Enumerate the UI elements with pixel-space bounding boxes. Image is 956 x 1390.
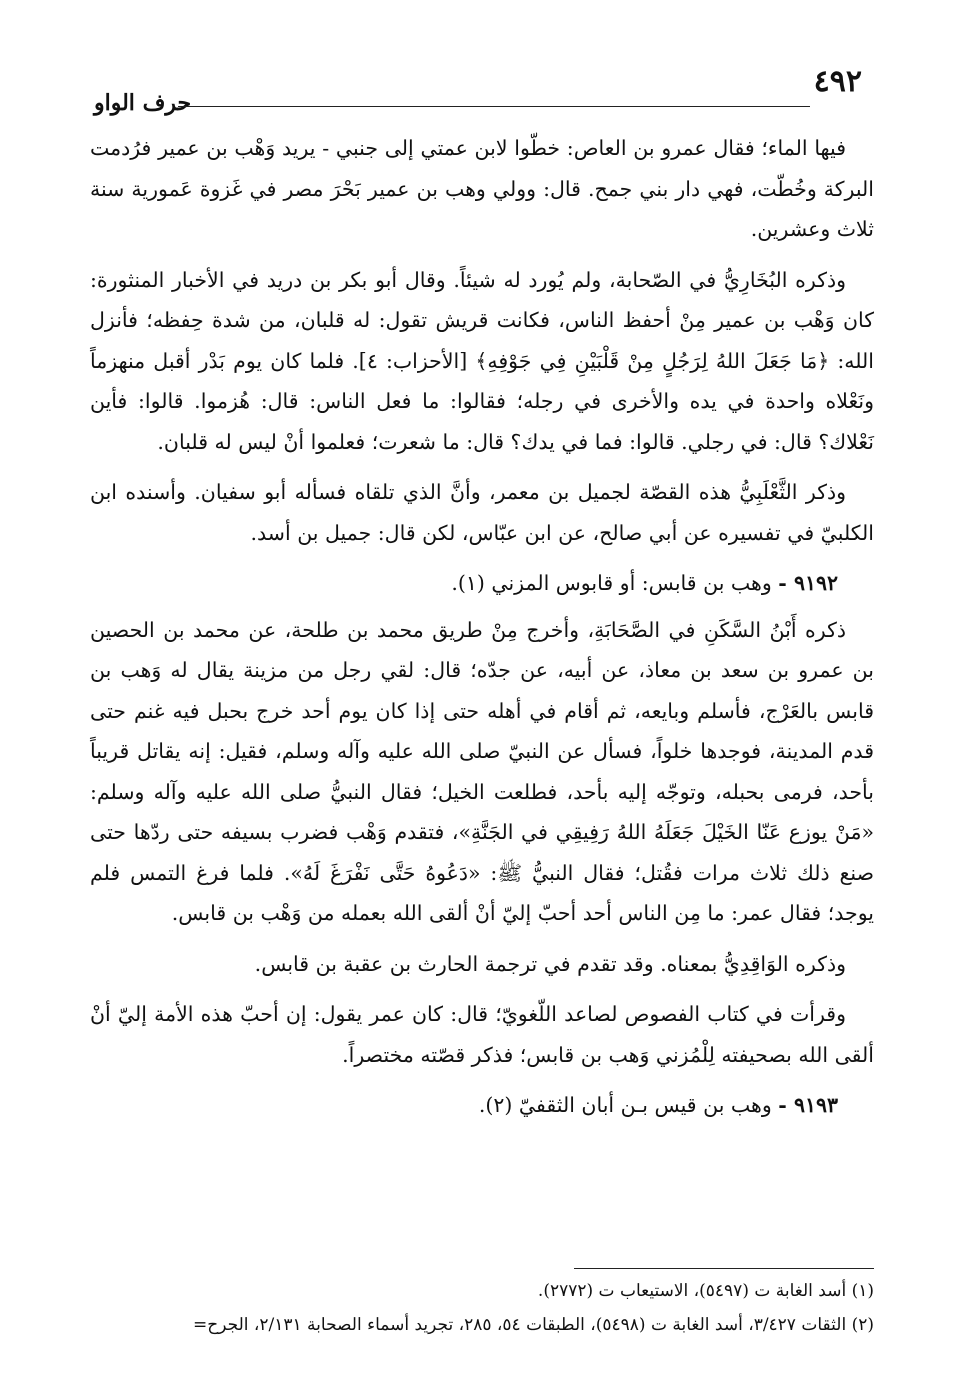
page-number: ٤٩٢ <box>813 64 862 99</box>
paragraph: وذكر الثَّعْلَبِيُّ هذه القصّة لجميل بن معمر، وأنَّ الذي تلقاه فسأله أبو سفيان. وأسنده ابن الكلبيّ في تفسيره عن أبي صالح، عن ابن عبّاس، لكن قال: جميل بن أسد. <box>90 480 874 545</box>
paragraph: وذكره الوَاقِدِيُّ بمعناه. وقد تقدم في ترجمة الحارث بن عقبة بن قابس. <box>254 951 846 976</box>
footnotes <box>90 1274 874 1342</box>
footnote-rule <box>574 1268 874 1269</box>
running-title: حرف الواو <box>94 90 192 116</box>
entry-9192 <box>90 563 874 604</box>
entry-number: ٩١٩٢ - <box>778 571 838 595</box>
entry-9193 <box>90 1085 874 1126</box>
entry-number: ٩١٩٣ - <box>778 1093 838 1117</box>
entry-heading: وهب بن قابس: أو قابوس المزني (١). <box>451 571 772 595</box>
paragraph: وذكره البُخَارِيُّ في الصّحابة، ولم يُورد له شيئاً. وقال أبو بكر بن دريد في الأخبار المنثورة: كان وَهْب بن عمير مِنْ أحفظ الناس، فكانت قريش تقول: له قلبان، من شدة حِفظه؛ فأنزل الله: ﴿مَا جَعَلَ اللهُ لِرَجُلٍ مِنْ قَلْبَيْنِ فِي جَوْفِهِ﴾ [الأحزاب: ٤]. فلما كان يوم بَدْر أقبل منهزماً ونَعْلاه واحدة في يده والأخرى في رجله؛ فقالوا: ما فعل الناس: قال: هُزموا. قالوا: فأين نَعْلاك؟ قال: في رجلي. قالوا: فما في يدك؟ قال: ما شعرت؛ فعلموا أنْ ليس له قلبان. <box>90 267 874 454</box>
footnote: (١) أسد الغابة ت (٥٤٩٧)، الاستيعاب ت (٢٧٧٢). <box>537 1281 874 1301</box>
paragraph: وقرأت في كتاب الفصوص لصاعد اللّغويّ؛ قال: كان عمر يقول: إن أحبّ هذه الأمة إليّ أنْ ألقى الله بصحيفته لِلْمُزني وَهب بن قابس؛ فذكر قصّته مختصراً. <box>90 1002 874 1067</box>
paragraph: فيها الماء؛ فقال عمرو بن العاص: خطّوا لابن عمتي إلى جنبي - يريد وَهْب بن عمير فرُدمت البركة وخُطّت، فهي دار بني جمح. قال: وولي وهب بن عمير بَحْرَ مصر في غَزوة عَمورية سنة ثلاث وعشرين. <box>90 136 874 241</box>
page-header <box>90 62 868 122</box>
main-text <box>90 128 874 1132</box>
entry-heading: وهب بن قيس بـن أبان الثقفيّ (٢). <box>478 1093 772 1117</box>
paragraph: ذكره أَبْنُ السَّكَنِ في الصَّحَابَةِ، وأخرج مِنْ طريق محمد بن طلحة، عن محمد بن الحصين بن عمرو بن سعد بن معاذ، عن أبيه، عن جدّه؛ قال: لقي رجل من مزينة يقال له وَهب بن قابس بالعَرْج، فأسلم وبايعه، ثم أقام في أهله حتى إذا كان يوم أحد خرج بحبل فيه غنم حتى قدم المدينة، فوجدها خلواً، فسأل عن النبيّ صلى الله عليه وآله وسلم، فقيل: إنه يقاتل قريباً بأحد، فرمى بحبله، وتوجّه إليه بأحد، فطلعت الخيل؛ فقال النبيُّ صلى الله عليه وآله وسلم: «مَنْ يوزع عَنّا الخَيْلَ جَعَلَهُ اللهُ رَفِيقِي في الجَنَّةِ»، فتقدم وَهْب فضرب بسيفه حتى ردّها حتى صنع ذلك ثلاث مرات فقُتل؛ فقال النبيُّ ﷺ: «دَعُوهُ حَتَّى نَفْرَغَ لَهُ». فلما فرغ التمس فلم يوجد؛ فقال عمر: ما مِن الناس أحد أحبّ إليّ أنْ ألقى الله بعمله من وَهْب بن قابس. <box>90 617 874 925</box>
header-rule <box>178 106 810 107</box>
footnote: (٢) الثقات ٣/٤٢٧، أسد الغابة ت (٥٤٩٨)، الطبقات ٥٤، ٢٨٥، تجريد أسماء الصحابة ٢/١٣١، الجرح= <box>193 1315 874 1335</box>
